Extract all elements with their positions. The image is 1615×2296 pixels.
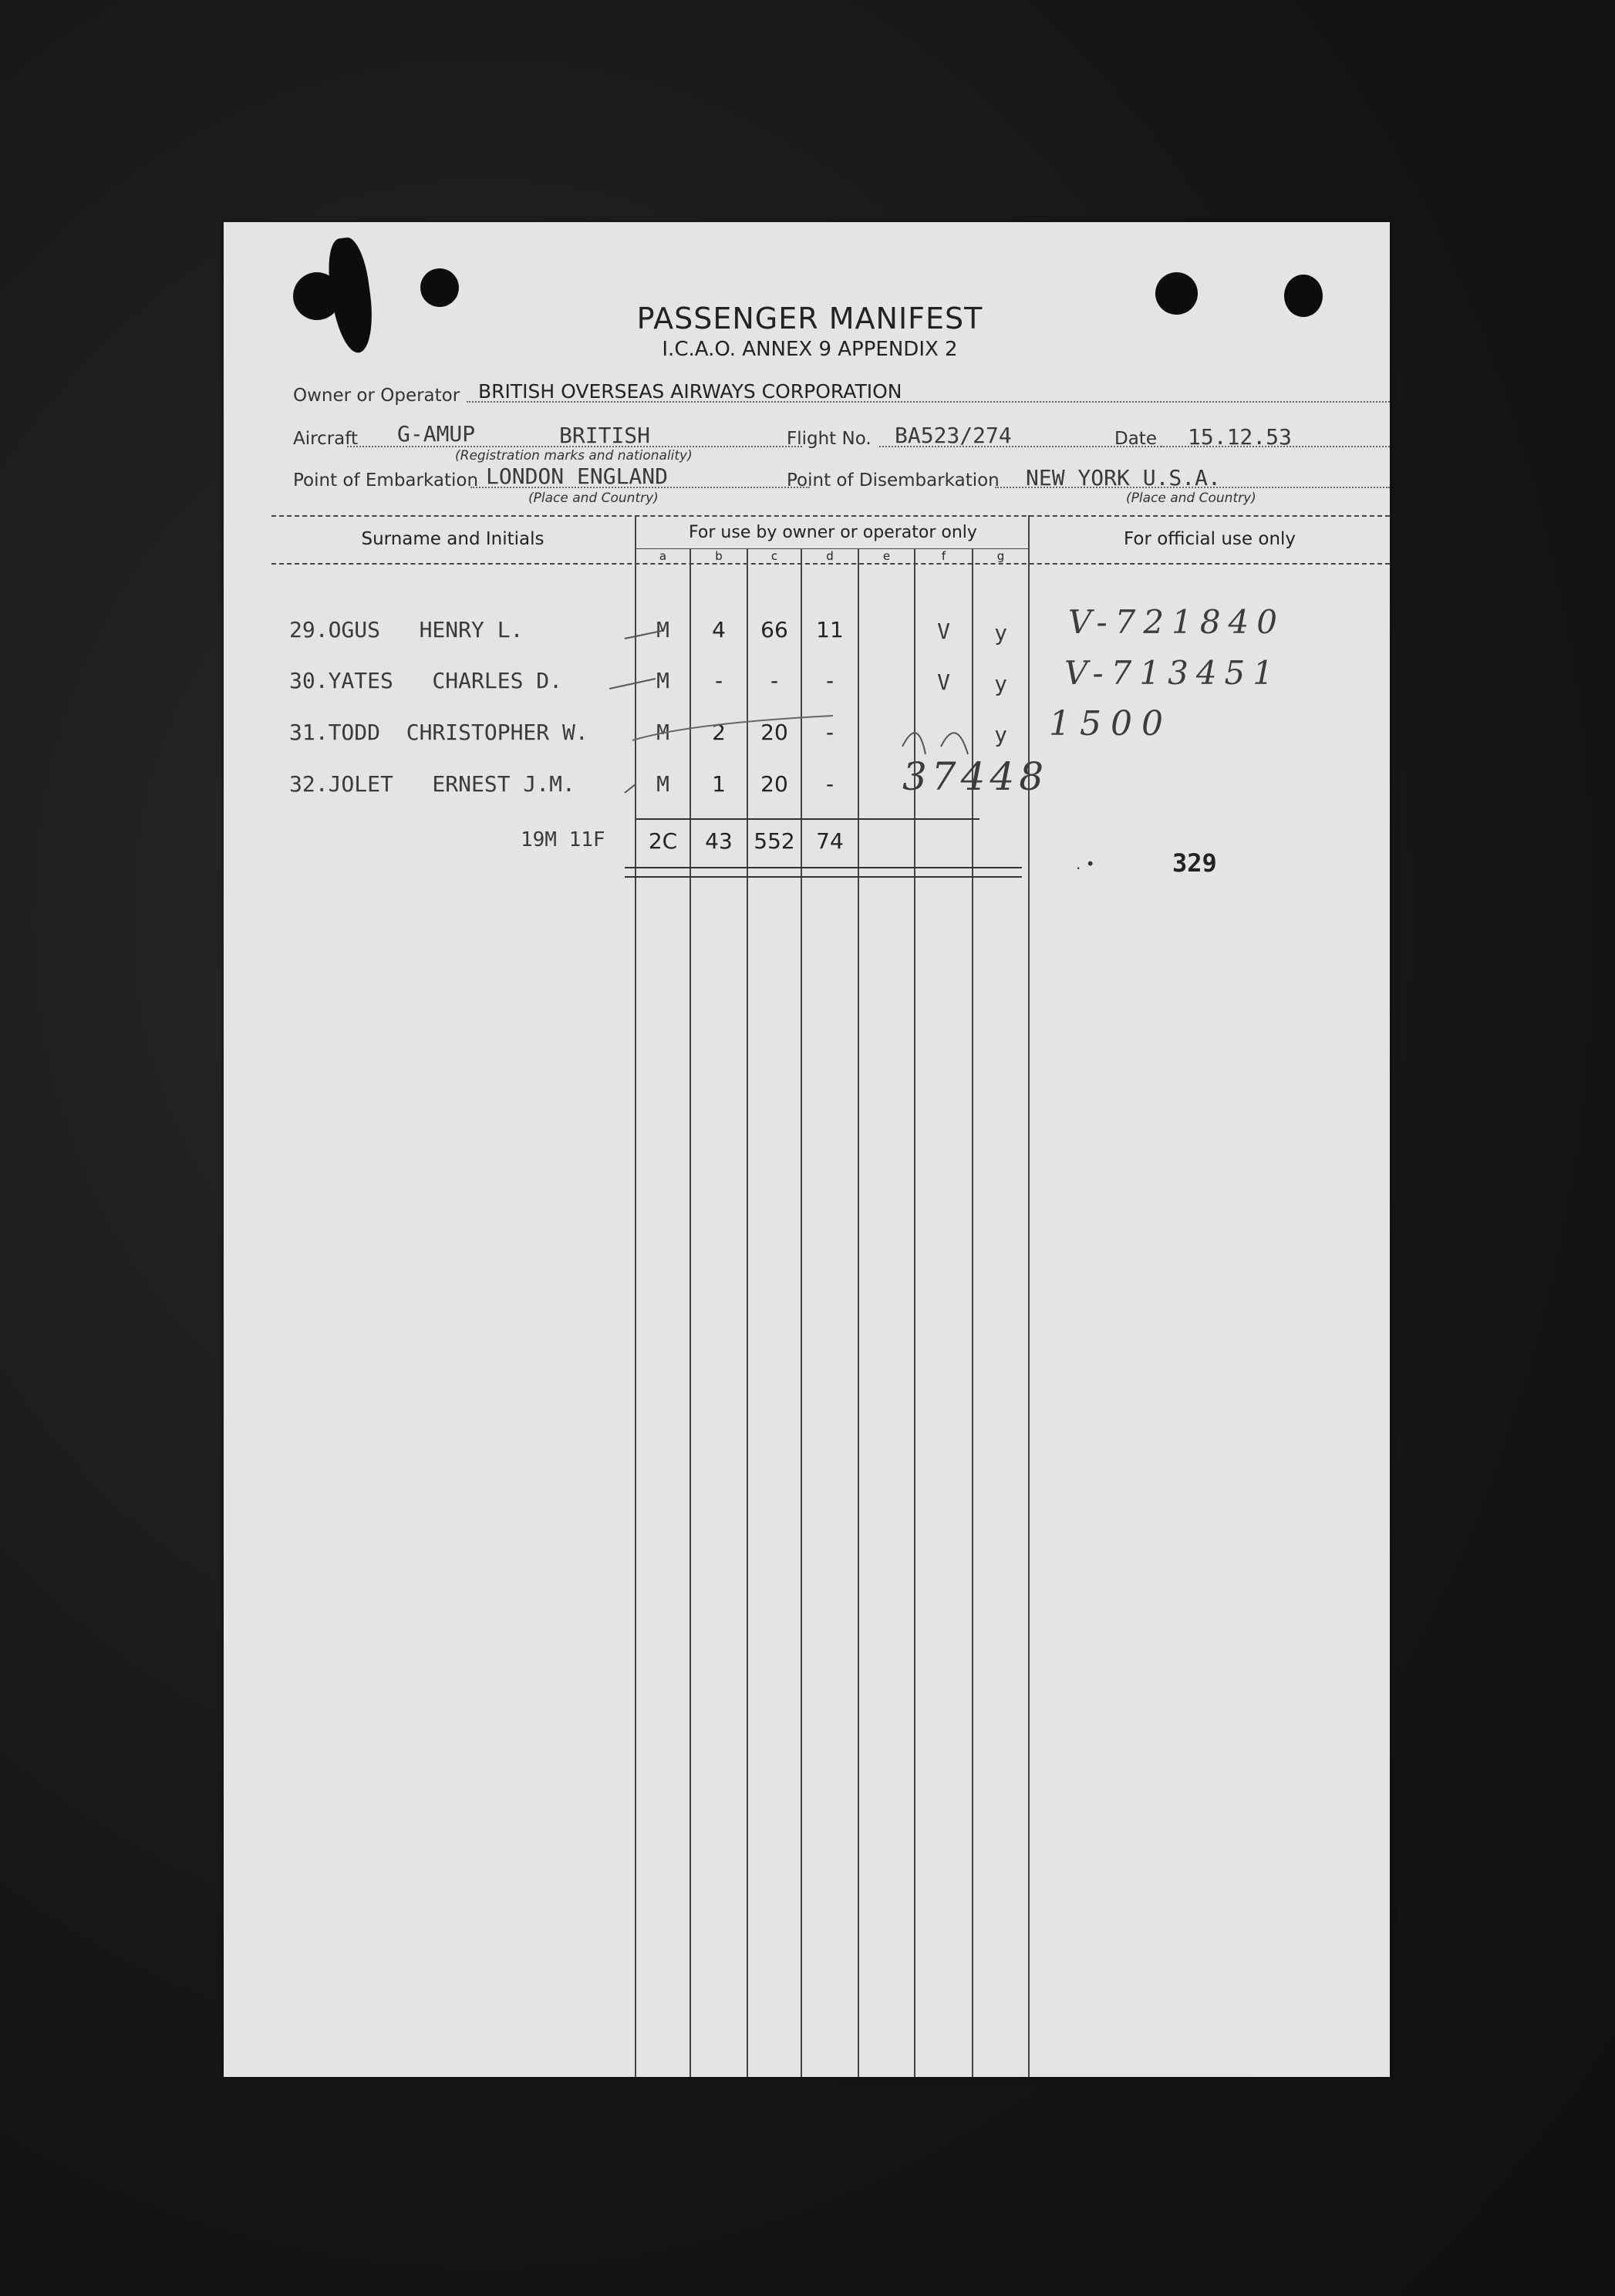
totals-cell-d: 74	[816, 828, 844, 854]
date-value: 15.12.53	[1188, 424, 1292, 450]
table-cell-b: 1	[712, 771, 726, 797]
page-title: PASSENGER MANIFEST	[636, 302, 983, 335]
table-cell-a: M	[656, 720, 669, 745]
table-cell-f: V	[937, 619, 950, 644]
aircraft-label: Aircraft	[293, 429, 358, 449]
aircraft-nationality: BRITISH	[559, 423, 651, 448]
table-cell-d: -	[825, 668, 834, 693]
table-cell-a: M	[656, 617, 669, 642]
official-entry: V-713451	[1064, 654, 1281, 692]
embarkation-note: (Place and Country)	[528, 491, 659, 506]
table-cell-a: M	[656, 668, 669, 693]
header-operator: For use by owner or operator only	[689, 523, 977, 542]
embarkation-label: Point of Embarkation	[293, 470, 479, 491]
official-total-marker: . •	[1076, 855, 1095, 873]
subheader-b: b	[715, 549, 723, 563]
disembarkation-note: (Place and Country)	[1126, 491, 1256, 506]
page-subtitle: I.C.A.O. ANNEX 9 APPENDIX 2	[662, 338, 958, 361]
table-cell-c: 20	[760, 720, 788, 745]
flight-number: BA523/274	[895, 423, 1012, 448]
table-row-name: 32.JOLET ERNEST J.M.	[289, 771, 575, 797]
totals-double-rule-1	[625, 867, 1022, 868]
subheader-g: g	[996, 549, 1005, 563]
date-label: Date	[1114, 429, 1157, 449]
header-official: For official use only	[1123, 529, 1296, 549]
table-cell-c: -	[770, 668, 779, 693]
table-cell-d: 11	[816, 617, 844, 642]
flight-label: Flight No.	[787, 429, 872, 449]
official-entry: 37448	[902, 754, 1049, 799]
table-cell-c: 20	[760, 771, 788, 797]
owner-label: Owner or Operator	[293, 386, 460, 406]
totals-top-rule	[636, 818, 979, 820]
disembarkation-value: NEW YORK U.S.A.	[1026, 465, 1221, 491]
table-row-name: 31.TODD CHRISTOPHER W.	[289, 720, 588, 745]
header-surname: Surname and Initials	[361, 529, 545, 549]
table-cell-d: -	[825, 720, 834, 745]
table-cell-d: -	[825, 771, 834, 797]
official-entry: V-721840	[1068, 603, 1285, 641]
table-cell-b: 4	[712, 617, 726, 642]
totals-cell-c: 552	[754, 828, 795, 854]
table-cell-g: y	[994, 671, 1007, 696]
pen-strike-marks	[224, 222, 1390, 839]
totals-double-rule-2	[625, 876, 1022, 878]
table-cell-b: -	[714, 668, 723, 693]
subheader-f: f	[941, 549, 946, 563]
totals-cell-b: 43	[705, 828, 733, 854]
aircraft-registration: G-AMUP	[397, 421, 476, 447]
table-cell-f: V	[937, 669, 950, 695]
table-cell-a: M	[656, 771, 669, 797]
disembarkation-label: Point of Disembarkation	[787, 470, 1000, 491]
subheader-e: e	[882, 549, 891, 563]
subheader-c: c	[770, 549, 778, 563]
table-row-name: 29.OGUS HENRY L.	[289, 617, 524, 642]
embarkation-value: LONDON ENGLAND	[486, 464, 669, 489]
table-cell-b: 2	[712, 720, 726, 745]
subheader-d: d	[826, 549, 834, 563]
owner-value: BRITISH OVERSEAS AIRWAYS CORPORATION	[478, 380, 902, 403]
totals-label: 19M 11F	[521, 828, 605, 851]
table-cell-g: y	[994, 722, 1007, 747]
table-cell-g: y	[994, 620, 1007, 646]
manifest-sheet	[224, 222, 1390, 2077]
totals-cell-a: 2C	[648, 828, 678, 854]
official-entry: 1500	[1049, 704, 1172, 743]
official-total: 329	[1172, 848, 1217, 878]
aircraft-note: (Registration marks and nationality)	[455, 448, 693, 464]
subheader-a: a	[659, 549, 667, 563]
table-cell-c: 66	[760, 617, 788, 642]
table-row-name: 30.YATES CHARLES D.	[289, 668, 563, 693]
